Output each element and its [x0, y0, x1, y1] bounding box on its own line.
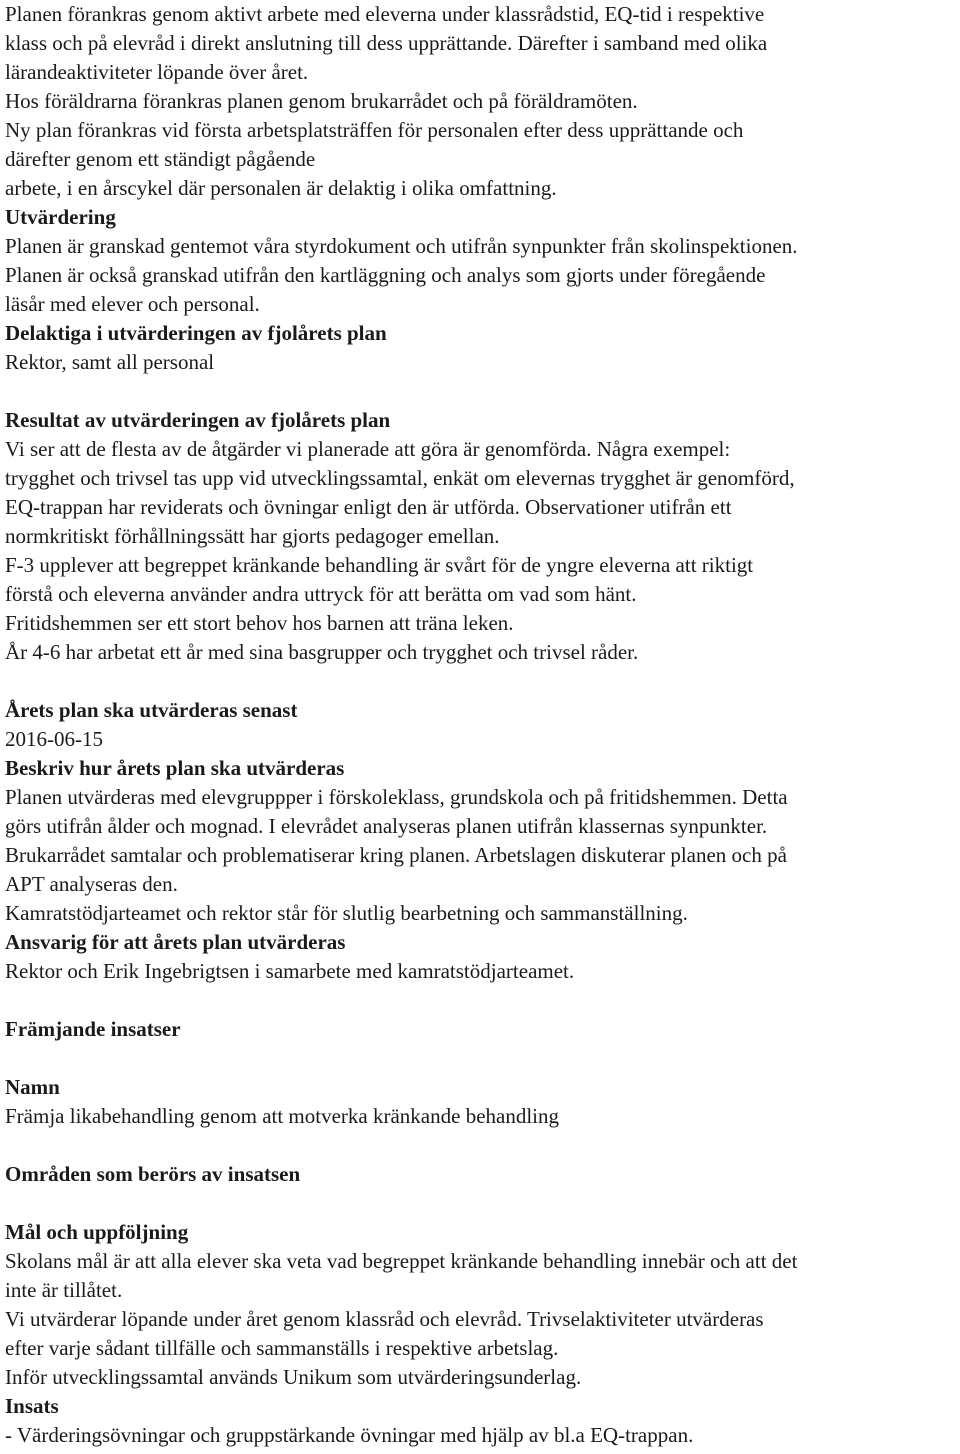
blank-line: [5, 667, 960, 696]
paragraph-line: Främja likabehandling genom att motverka kränkande behandling: [5, 1104, 559, 1128]
section-heading-beskriv: Beskriv hur årets plan ska utvärderas: [5, 756, 345, 780]
document-page: [5, 0, 960, 1450]
paragraph-line: förstå och eleverna använder andra uttryck för att berätta om vad som hänt.: [5, 582, 637, 606]
blank-line: [5, 986, 960, 1015]
date-value: 2016-06-15: [5, 727, 103, 751]
paragraph-line: Planen är granskad gentemot våra styrdokument och utifrån synpunkter från skolinspektionen.: [5, 234, 798, 258]
paragraph-line: Planen utvärderas med elevgruppper i förskoleklass, grundskola och på fritidshemmen. Detta: [5, 785, 788, 809]
paragraph-line: F-3 upplever att begreppet kränkande behandling är svårt för de yngre eleverna att riktigt: [5, 553, 754, 577]
section-heading-framjande: Främjande insatser: [5, 1017, 181, 1041]
paragraph-line: trygghet och trivsel tas upp vid utvecklingssamtal, enkät om elevernas trygghet är genomförd,: [5, 466, 795, 490]
blank-line: [5, 1131, 960, 1160]
section-heading-ansvarig: Ansvarig för att årets plan utvärderas: [5, 930, 346, 954]
paragraph-line: läsår med elever och personal.: [5, 292, 260, 316]
paragraph-line: EQ-trappan har reviderats och övningar enligt den är utförda. Observationer utifrån ett: [5, 495, 732, 519]
paragraph-line: - Värderingsövningar och gruppstärkande övningar med hjälp av bl.a EQ-trappan.: [5, 1423, 694, 1447]
section-heading-resultat: Resultat av utvärderingen av fjolårets plan: [5, 408, 391, 432]
section-heading-mal: Mål och uppföljning: [5, 1220, 189, 1244]
section-heading-omraden: Områden som berörs av insatsen: [5, 1162, 301, 1186]
paragraph-line: Kamratstödjarteamet och rektor står för slutlig bearbetning och sammanställning.: [5, 901, 688, 925]
section-heading-namn: Namn: [5, 1075, 60, 1099]
paragraph-line: inte är tillåtet.: [5, 1278, 123, 1302]
paragraph-line: lärandeaktiviteter löpande över året.: [5, 60, 309, 84]
paragraph-line: Vi ser att de flesta av de åtgärder vi planerade att göra är genomförda. Några exempel:: [5, 437, 731, 461]
paragraph-line: Ny plan förankras vid första arbetsplatsträffen för personalen efter dess upprättande och: [5, 118, 744, 142]
paragraph-line: görs utifrån ålder och mognad. I elevrådet analyseras planen utifrån klassernas synpunkter.: [5, 814, 768, 838]
paragraph-line: Hos föräldrarna förankras planen genom brukarrådet och på föräldramöten.: [5, 89, 638, 113]
paragraph-line: normkritiskt förhållningssätt har gjorts pedagoger emellan.: [5, 524, 500, 548]
blank-line: [5, 1044, 960, 1073]
paragraph-line: Brukarrådet samtalar och problematiserar kring planen. Arbetslagen diskuterar planen och på: [5, 843, 787, 867]
paragraph-line: År 4-6 har arbetat ett år med sina basgrupper och trygghet och trivsel råder.: [5, 640, 639, 664]
paragraph-line: Rektor, samt all personal: [5, 350, 215, 374]
paragraph-line: Vi utvärderar löpande under året genom klassråd och elevråd. Trivselaktiviteter utvärderas: [5, 1307, 764, 1331]
paragraph-line: arbete, i en årscykel där personalen är delaktig i olika omfattning.: [5, 176, 557, 200]
blank-line: [5, 377, 960, 406]
paragraph-line: Planen förankras genom aktivt arbete med eleverna under klassrådstid, EQ-tid i respektive: [5, 2, 765, 26]
paragraph-line: Planen är också granskad utifrån den kartläggning och analys som gjorts under föregående: [5, 263, 766, 287]
paragraph-line: Inför utvecklingssamtal används Unikum som utvärderingsunderlag.: [5, 1365, 582, 1389]
paragraph-line: därefter genom ett ständigt pågående: [5, 147, 316, 171]
blank-line: [5, 1189, 960, 1218]
section-heading-delaktiga: Delaktiga i utvärderingen av fjolårets plan: [5, 321, 387, 345]
paragraph-line: APT analyseras den.: [5, 872, 178, 896]
section-heading-utvardering: Utvärdering: [5, 205, 116, 229]
paragraph-line: Skolans mål är att alla elever ska veta vad begreppet kränkande behandling innebär och att det: [5, 1249, 798, 1273]
section-heading-insats: Insats: [5, 1394, 59, 1418]
paragraph-line: Fritidshemmen ser ett stort behov hos barnen att träna leken.: [5, 611, 514, 635]
paragraph-line: Rektor och Erik Ingebrigtsen i samarbete med kamratstödjarteamet.: [5, 959, 575, 983]
paragraph-line: efter varje sådant tillfälle och sammanställs i respektive arbetslag.: [5, 1336, 559, 1360]
section-heading-utvarderas-senast: Årets plan ska utvärderas senast: [5, 698, 298, 722]
paragraph-line: klass och på elevråd i direkt anslutning till dess upprättande. Därefter i samband med olika: [5, 31, 768, 55]
